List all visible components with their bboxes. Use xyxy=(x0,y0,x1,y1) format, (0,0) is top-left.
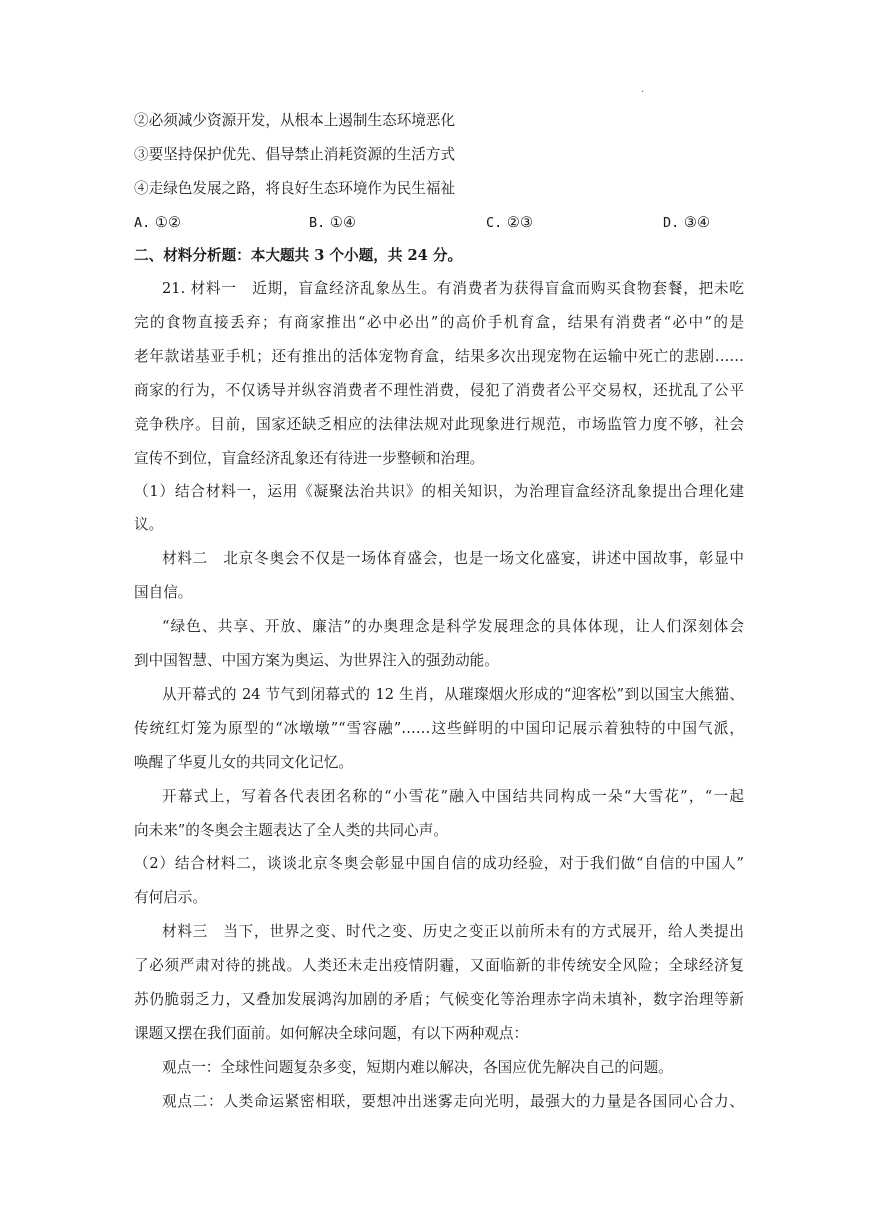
material-3-line: 课题又摆在我们面前。如何解决全球问题，有以下两种观点： xyxy=(134,1025,529,1042)
option-d xyxy=(663,213,710,233)
material-2-line: 传统红灯笼为原型的“冰墩墩”“雪容融”……这些鲜明的中国印记展示着独特的中国气派， xyxy=(134,720,744,737)
option-a xyxy=(134,213,181,233)
material-3-line: 了必须严肃对待的挑战。人类还未走出疫情阴霾，又面临新的非传统安全风险；全球经济复 xyxy=(134,957,744,974)
option-d-letter: D. xyxy=(663,215,680,231)
material-2-line: 开幕式上，写着各代表团名称的“小雪花”融入中国结共同构成一朵“大雪花”，“一起 xyxy=(162,788,744,805)
option-c-letter: C. xyxy=(486,215,503,231)
material-2-line: 向未来”的冬奥会主题表达了全人类的共同心声。 xyxy=(134,822,448,839)
material-1-line: 21. 材料一 近期，盲盒经济乱象丛生。有消费者为获得盲盒而购买食物套餐，把未吃 xyxy=(162,280,744,297)
material-2-line: “绿色、共享、开放、廉洁”的办奥理念是科学发展理念的具体体现，让人们深刻体会 xyxy=(162,618,744,635)
option-a-letter: A. xyxy=(134,215,151,231)
statement-4: ④走绿色发展之路，将良好生态环境作为民生福祉 xyxy=(134,180,456,197)
option-b xyxy=(309,213,356,233)
statement-3: ③要坚持保护优先、倡导禁止消耗资源的生活方式 xyxy=(134,146,456,163)
option-b-text: ①④ xyxy=(329,214,357,231)
material-1-line: 完的食物直接丢弃；有商家推出“必中必出”的高价手机育盒，结果有消费者“必中”的是 xyxy=(134,314,744,331)
material-2-line: 从开幕式的 24 节气到闭幕式的 12 生肖，从璀璨烟火形成的“迎客松”到以国宝大熊猫、 xyxy=(162,686,744,703)
material-2-line: 国自信。 xyxy=(134,584,193,601)
option-c xyxy=(486,213,533,233)
viewpoint-1: 观点一：全球性问题复杂多变，短期内难以解决，各国应优先解决自己的问题。 xyxy=(162,1059,673,1076)
option-d-text: ③④ xyxy=(683,214,711,231)
option-c-text: ②③ xyxy=(506,214,534,231)
material-1-line: 宣传不到位，盲盒经济乱象还有待进一步整顿和治理。 xyxy=(134,450,485,467)
viewpoint-2: 观点二：人类命运紧密相联，要想冲出迷雾走向光明，最强大的力量是各国同心合力、 xyxy=(162,1093,744,1110)
question-2-line: （2）结合材料二，谈谈北京冬奥会彰显中国自信的成功经验，对于我们做“自信的中国人” xyxy=(134,855,744,872)
option-a-text: ①② xyxy=(154,214,182,231)
option-b-letter: B. xyxy=(309,215,326,231)
material-2-line: 唤醒了华夏儿女的共同文化记忆。 xyxy=(134,754,353,771)
material-2-line: 到中国智慧、中国方案为奥运、为世界注入的强劲动能。 xyxy=(134,652,499,669)
question-2-line: 有何启示。 xyxy=(134,889,207,906)
question-1-line: （1）结合材料一，运用《凝聚法治共识》的相关知识，为治理盲盒经济乱象提出合理化建 xyxy=(134,483,744,500)
material-1-line: 老年款诺基亚手机；还有推出的活体宠物育盒，结果多次出现宠物在运输中死亡的悲剧…… xyxy=(134,348,744,365)
material-3-line: 材料三 当下，世界之变、时代之变、历史之变正以前所未有的方式展开，给人类提出 xyxy=(162,923,744,940)
material-1-line: 竞争秩序。目前，国家还缺乏相应的法律法规对此现象进行规范，市场监管力度不够，社会 xyxy=(134,416,744,433)
material-1-line: 商家的行为，不仅诱导并纵容消费者不理性消费，侵犯了消费者公平交易权，还扰乱了公平 xyxy=(134,382,744,399)
question-1-line: 议。 xyxy=(134,516,164,533)
section-heading: 二、材料分析题：本大题共 3 个小题，共 24 分。 xyxy=(134,247,463,264)
material-3-line: 苏仍脆弱乏力，又叠加发展鸿沟加剧的矛盾；气候变化等治理赤字尚未填补，数字治理等新 xyxy=(134,991,744,1008)
header-mark: . xyxy=(641,84,645,95)
statement-2: ②必须减少资源开发，从根本上遏制生态环境恶化 xyxy=(134,112,456,129)
material-2-line: 材料二 北京冬奥会不仅是一场体育盛会，也是一场文化盛宴，讲述中国故事，彰显中 xyxy=(162,550,744,567)
